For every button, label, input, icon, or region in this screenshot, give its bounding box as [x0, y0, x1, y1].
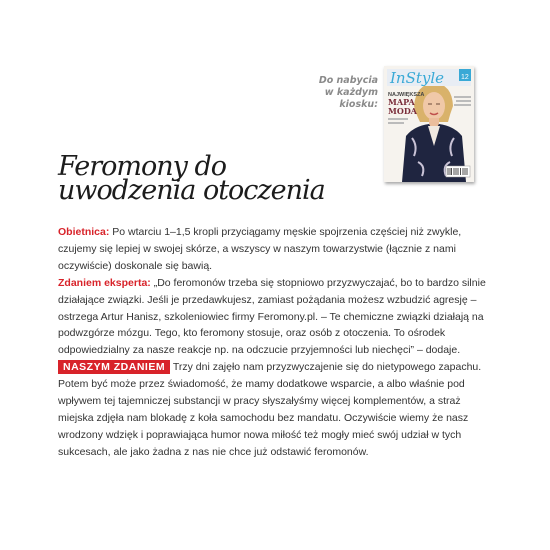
opinion-text: Trzy dni zajęło nam przyzwyczajenie się do nietypowego zapachu. Potem być może przez świadomość, że mamy dodatkowe wsparcie, a albo właśnie pod wpływem tej tajemniczej substancji w pracy słyszałyśmy więcej komplementów, a straż miejska zdjęła nam blokadę z koła samochodu bez mandatu. Oczywiście wiemy że nasz wrodzony wdzięk i poprawiająca humor nowa miłość też mogły mieć swój udział w tych sukcesach, ale jako żadna z nas nie chce już odstawić feromonów.	[58, 361, 482, 458]
opinion-badge: NASZYM ZDANIEM	[58, 360, 170, 374]
availability-caption	[296, 75, 378, 111]
cover-line-2: MAPA	[388, 97, 415, 107]
cover-line-3: MODA	[388, 106, 417, 116]
expert-label: Zdaniem eksperta:	[58, 276, 151, 289]
expert-text: „Do feromonów trzeba się stopniowo przyzwyczajać, bo to bardzo silnie działające związki. Jeśli je przedawkujesz, zamiast pożądania możesz wzbudzić agresję – ostrzega Artur Hanisz, szkoleniowiec firmy Feromony.pl. – Te chemiczne związki działają na podwzgórze mózgu. Tego, kto feromony stosuje, oraz osób z otoczenia. To ośrodek odpowiedzialny za nasze reakcje np. na odczucie przyjemności lub niechęci” – dodaje.	[58, 276, 486, 357]
article-title-line-1: Feromony do	[58, 151, 227, 182]
magazine-logo: InStyle	[390, 69, 445, 87]
opinion-paragraph	[58, 359, 488, 460]
article-title-line-2: uwodzenia otoczenia	[58, 175, 325, 206]
svg-text:12: 12	[461, 74, 469, 81]
expert-paragraph	[58, 275, 488, 360]
cover-line-1: NAJWIĘKSZA	[388, 92, 425, 98]
article-title	[58, 151, 418, 206]
caption-line-1: Do nabycia	[318, 75, 378, 86]
promise-paragraph	[58, 224, 488, 275]
promise-text: Po wtarciu 1–1,5 kropli przyciągamy męskie spojrzenia częściej niż zwykle, czujemy się lepiej w swojej skórze, a wszyscy w naszym towarzystwie (łącznie z nami oczywiście) doskonale się bawią.	[58, 226, 462, 272]
caption-line-2: w każdym kiosku:	[324, 87, 378, 110]
promise-label: Obietnica:	[58, 226, 110, 238]
article-body	[58, 224, 488, 461]
